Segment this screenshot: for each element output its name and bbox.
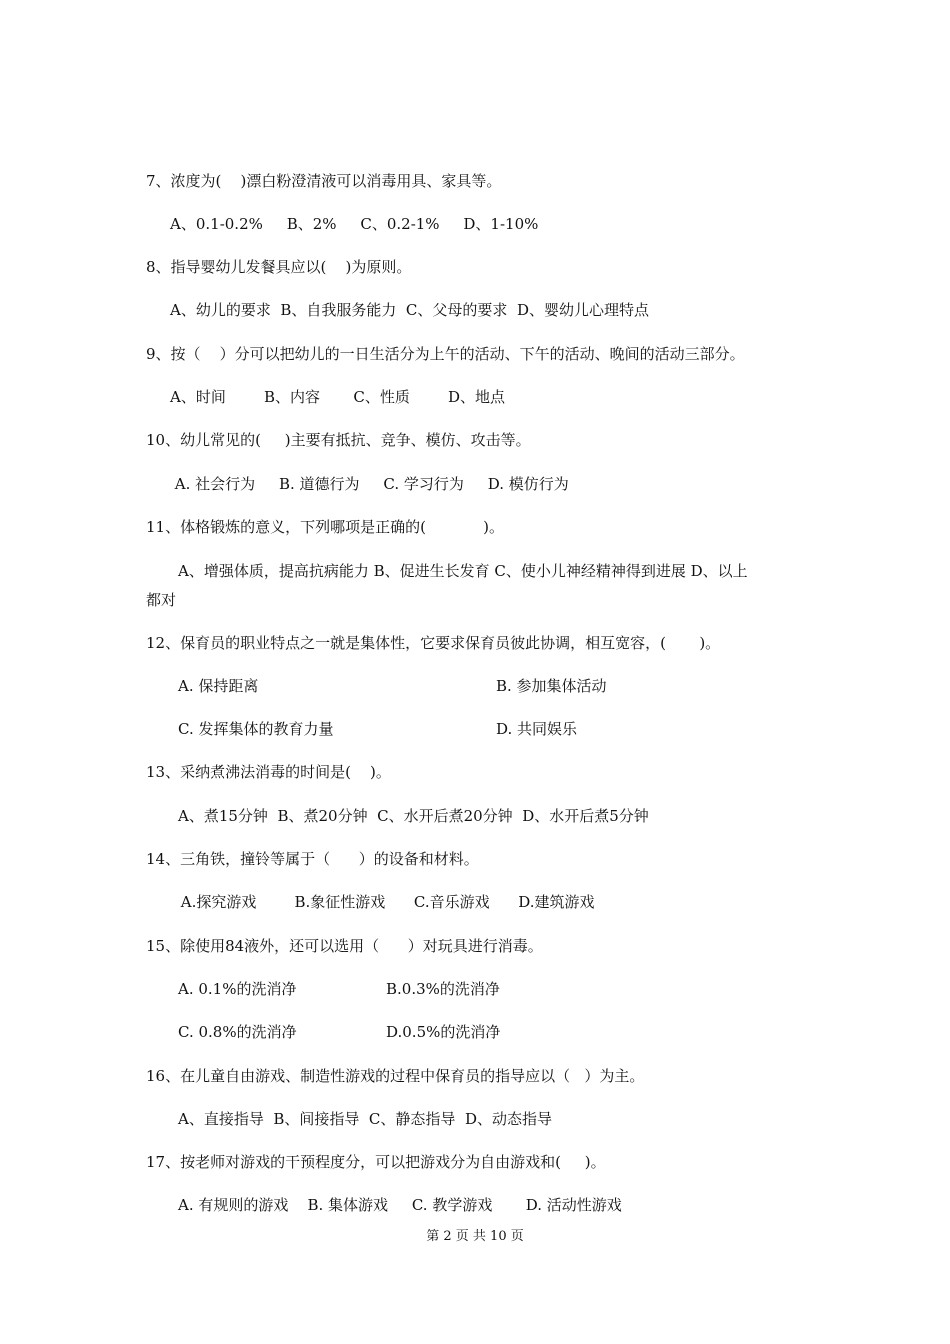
question-10-options: A. 社会行为 B. 道德行为 C. 学习行为 D. 模仿行为 bbox=[170, 475, 569, 493]
question-17-stem: 17、按老师对游戏的干预程度分，可以把游戏分为自由游戏和( )。 bbox=[146, 1153, 606, 1171]
question-8-options: A、幼儿的要求 B、自我服务能力 C、父母的要求 D、婴幼儿心理特点 bbox=[170, 301, 649, 319]
question-7-stem: 7、浓度为( )漂白粉澄清液可以消毒用具、家具等。 bbox=[146, 172, 502, 190]
question-11-options-cont: 都对 bbox=[146, 591, 177, 609]
question-12-option-d: D. 共同娱乐 bbox=[496, 720, 578, 738]
question-12-option-b: B. 参加集体活动 bbox=[496, 677, 607, 695]
page-footer: 第 2 页 共 10 页 bbox=[426, 1229, 524, 1244]
question-12-stem: 12、保育员的职业特点之一就是集体性，它要求保育员彼此协调，相互宽容，( )。 bbox=[146, 634, 721, 652]
question-15-option-c: C. 0.8%的洗消净 bbox=[178, 1023, 297, 1041]
question-11-stem: 11、体格锻炼的意义，下列哪项是正确的( )。 bbox=[146, 518, 505, 536]
question-17-options: A. 有规则的游戏 B. 集体游戏 C. 教学游戏 D. 活动性游戏 bbox=[178, 1196, 622, 1214]
question-13-options: A、煮15分钟 B、煮20分钟 C、水开后煮20分钟 D、水开后煮5分钟 bbox=[178, 807, 649, 825]
question-15-option-b: B.0.3%的洗消净 bbox=[386, 980, 500, 998]
question-8-stem: 8、指导婴幼儿发餐具应以( )为原则。 bbox=[146, 258, 412, 276]
question-14-stem: 14、三角铁，撞铃等属于（ ）的设备和材料。 bbox=[146, 850, 479, 868]
question-9-options: A、时间 B、内容 C、性质 D、地点 bbox=[170, 388, 506, 406]
question-10-stem: 10、幼儿常见的( )主要有抵抗、竞争、模仿、攻击等。 bbox=[146, 431, 531, 449]
question-15-option-d: D.0.5%的洗消净 bbox=[386, 1023, 501, 1041]
question-9-stem: 9、按（ ）分可以把幼儿的一日生活分为上午的活动、下午的活动、晚间的活动三部分。 bbox=[146, 345, 745, 363]
question-12-option-a: A. 保持距离 bbox=[178, 677, 259, 695]
question-14-options: A.探究游戏 B.象征性游戏 C.音乐游戏 D.建筑游戏 bbox=[176, 893, 595, 911]
question-7-options: A、0.1-0.2% B、2% C、0.2-1% D、1-10% bbox=[170, 215, 539, 233]
question-16-options: A、直接指导 B、间接指导 C、静态指导 D、动态指导 bbox=[178, 1110, 552, 1128]
question-13-stem: 13、采纳煮沸法消毒的时间是( )。 bbox=[146, 763, 391, 781]
question-11-options: A、增强体质，提高抗病能力 B、促进生长发育 C、使小儿神经精神得到进展 D、以上 bbox=[178, 562, 748, 580]
question-12-option-c: C. 发挥集体的教育力量 bbox=[178, 720, 334, 738]
question-15-stem: 15、除使用84液外，还可以选用（ ）对玩具进行消毒。 bbox=[146, 937, 543, 955]
question-15-option-a: A. 0.1%的洗消净 bbox=[178, 980, 297, 998]
question-16-stem: 16、在儿童自由游戏、制造性游戏的过程中保育员的指导应以（ ）为主。 bbox=[146, 1067, 645, 1085]
